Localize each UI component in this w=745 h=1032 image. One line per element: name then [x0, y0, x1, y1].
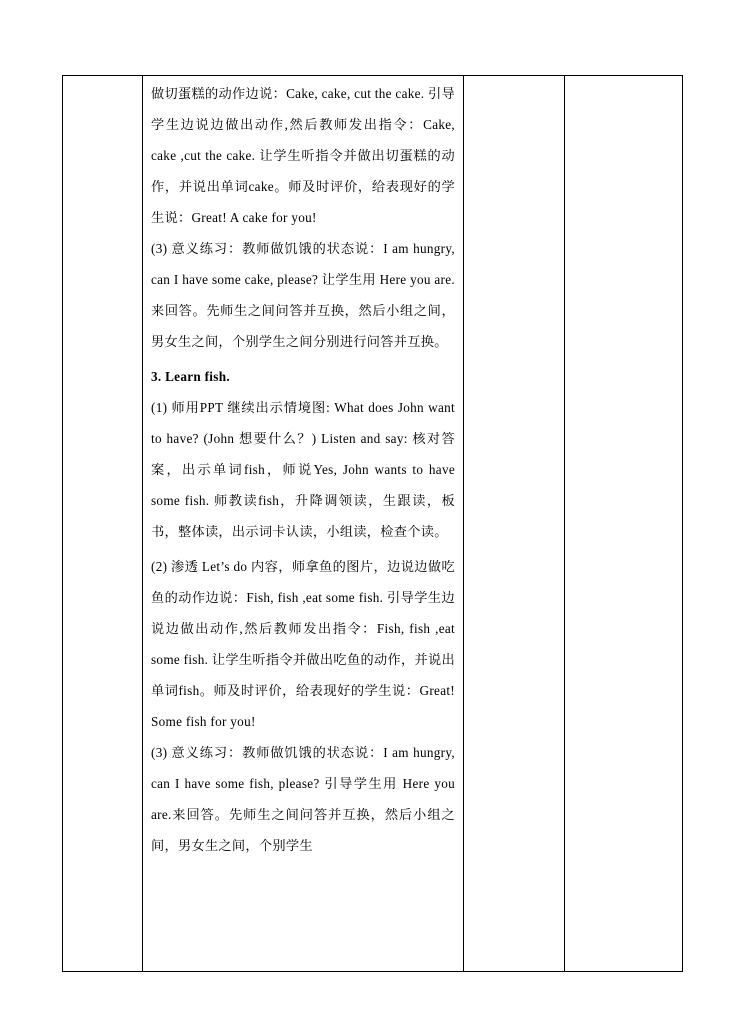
- paragraph: 做切蛋糕的动作边说：Cake, cake, cut the cake. 引导学生边说边做出动作,然后教师发出指令：Cake, cake ,cut the cake. 让学生听指令并做出切蛋糕的动作，并说出单词cake。师及时评价，给表现好的学生说：Great! A cake for you!: [151, 86, 455, 225]
- stage-cell: [63, 76, 143, 972]
- teaching-process-cell: [143, 76, 464, 972]
- design-intent-cell: [565, 76, 683, 972]
- table-row: [63, 76, 683, 972]
- paragraph: (3) 意义练习：教师做饥饿的状态说：I am hungry, can I have some fish, please? 引导学生用 Here you are.来回答。先师生之间问答并互换，然后小组之间，男女生之间，个别学生: [151, 745, 455, 853]
- paragraph: (1) 师用PPT 继续出示情境图: What does John want to have? (John 想要什么？) Listen and say: 核对答案，出示单词fish，师说Yes, John wants to have some fish. 师教读fish，升降调领读，生跟读，板书，整体读，出示词卡认读，小组读，检查个读。: [151, 400, 455, 539]
- paragraph: (2) 渗透 Let’s do 内容，师拿鱼的图片，边说边做吃鱼的动作边说：Fish, fish ,eat some fish. 引导学生边说边做出动作,然后教师发出指令：Fish, fish ,eat some fish. 让学生听指令并做出吃鱼的动作，并说出单词fish。师及时评价，给表现好的学生说：Great! Some fish for you!: [151, 559, 455, 729]
- section-heading: 3. Learn fish.: [151, 369, 230, 384]
- paragraph: (3) 意义练习：教师做饥饿的状态说：I am hungry, can I have some cake, please? 让学生用 Here you are. 来回答。先师生之间问答并互换，然后小组之间，男女生之间，个别学生之间分别进行问答并互换。: [151, 241, 455, 349]
- student-activity-cell: [464, 76, 565, 972]
- lesson-plan-table: [62, 75, 683, 972]
- teaching-process-content: [143, 76, 463, 861]
